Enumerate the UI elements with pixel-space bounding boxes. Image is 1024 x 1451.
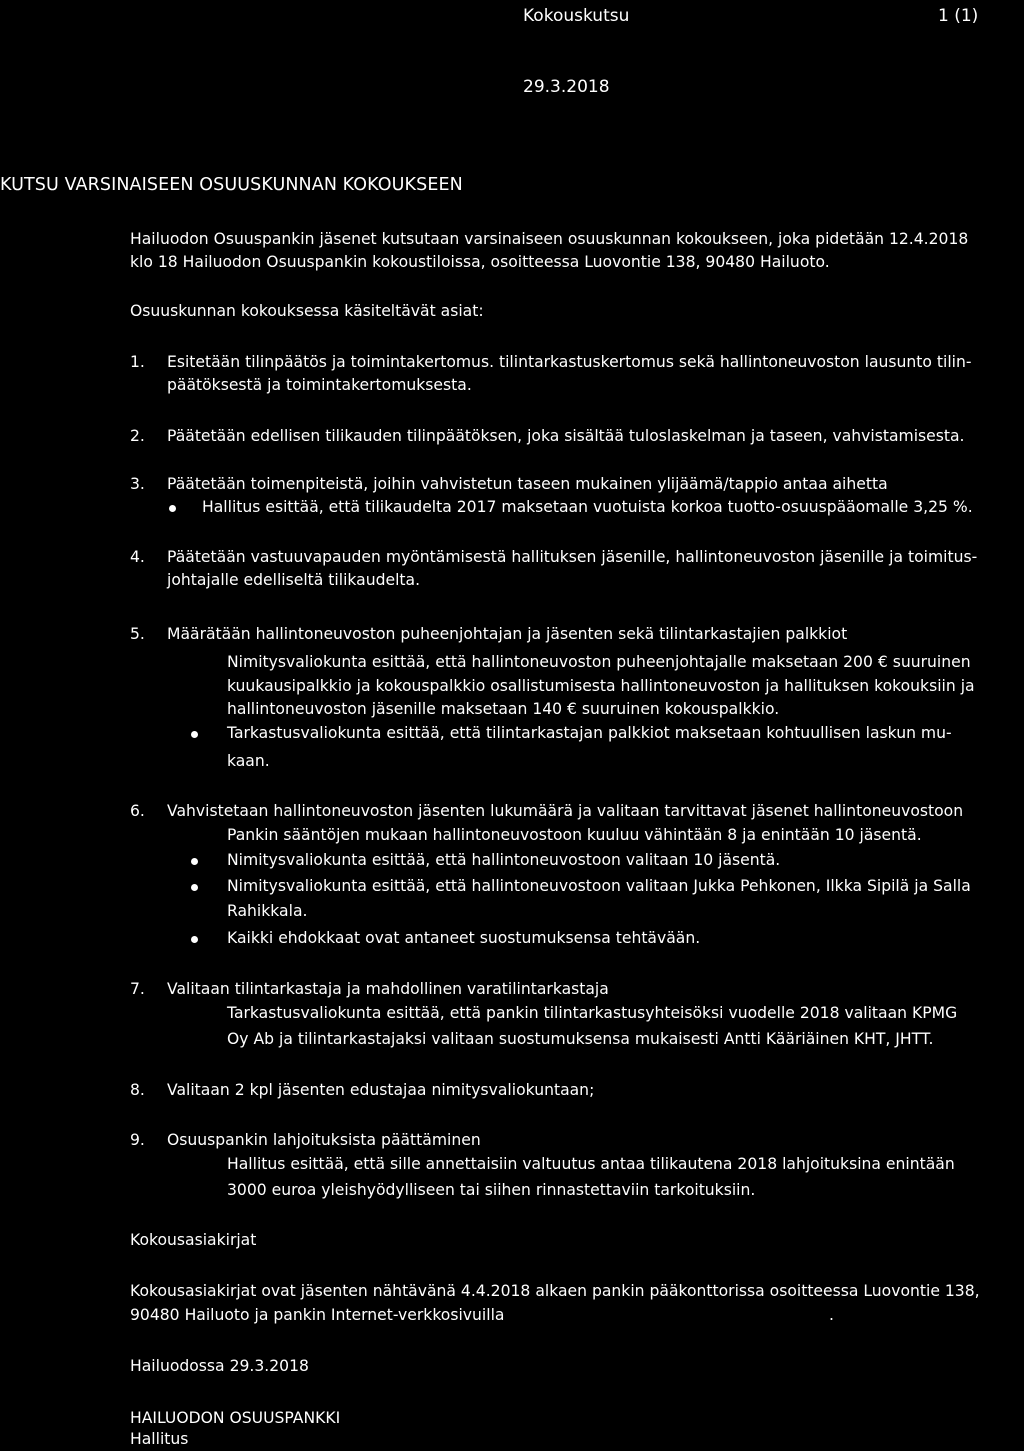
- item-number: 4.: [130, 548, 145, 566]
- signature-organization: HAILUODON OSUUSPANKKI: [130, 1409, 341, 1427]
- documents-text: 90480 Hailuoto ja pankin Internet-verkkosivuilla: [130, 1306, 505, 1324]
- bullet-point: [191, 858, 198, 865]
- item-text: Vahvistetaan hallintoneuvoston jäsenten lukumäärä ja valitaan tarvittavat jäsenet hallintoneuvostoon: [167, 802, 964, 820]
- item-number: 3.: [130, 475, 145, 493]
- documents-heading: Kokousasiakirjat: [130, 1231, 257, 1249]
- item-number: 8.: [130, 1081, 145, 1099]
- item-text: Päätetään edellisen tilikauden tilinpäätöksen, joka sisältää tuloslaskelman ja taseen, vahvistamisesta.: [167, 427, 965, 445]
- item-number: 9.: [130, 1131, 145, 1149]
- page-number: 1 (1): [938, 6, 979, 26]
- bullet-point: [191, 936, 198, 943]
- document-date: 29.3.2018: [523, 77, 610, 97]
- item-text: Määrätään hallintoneuvoston puheenjohtajan ja jäsenten sekä tilintarkastajien palkkiot: [167, 625, 848, 643]
- item-text: Valitaan tilintarkastaja ja mahdollinen varatilintarkastaja: [167, 980, 609, 998]
- item-number: 1.: [130, 353, 145, 371]
- document-type: Kokouskutsu: [523, 6, 630, 26]
- item-sub-text: Hallitus esittää, että sille annettaisiin valtuutus antaa tilikautena 2018 lahjoituksina enintään: [227, 1155, 955, 1173]
- item-bullet-text: Kaikki ehdokkaat ovat antaneet suostumuksensa tehtävään.: [227, 929, 701, 947]
- item-bullet-text: Nimitysvaliokunta esittää, että hallintoneuvostoon valitaan 10 jäsentä.: [227, 851, 781, 869]
- item-text: Päätetään toimenpiteistä, joihin vahvistetun taseen mukainen ylijäämä/tappio antaa aihetta: [167, 475, 888, 493]
- item-sub-text: Tarkastusvaliokunta esittää, että pankin tilintarkastusyhteisöksi vuodelle 2018 valitaan KPMG: [227, 1004, 958, 1022]
- item-text: johtajalle edelliseltä tilikaudelta.: [167, 571, 421, 589]
- item-sub-text: Pankin sääntöjen mukaan hallintoneuvostoon kuuluu vähintään 8 ja enintään 10 jäsentä.: [227, 826, 922, 844]
- item-bullet-text: Rahikkala.: [227, 902, 308, 920]
- item-number: 7.: [130, 980, 145, 998]
- item-number: 2.: [130, 427, 145, 445]
- item-text: Valitaan 2 kpl jäsenten edustajaa nimitysvaliokuntaan;: [167, 1081, 595, 1099]
- bullet-point: [169, 505, 176, 512]
- item-sub-text: Oy Ab ja tilintarkastajaksi valitaan suostumuksensa mukaisesti Antti Kääriäinen KHT, JHTT.: [227, 1030, 934, 1048]
- intro-line: klo 18 Hailuodon Osuuspankin kokoustiloissa, osoitteessa Luovontie 138, 90480 Hailuoto.: [130, 253, 830, 271]
- item-sub-text: 3000 euroa yleishyödylliseen tai siihen rinnastettaviin tarkoituksiin.: [227, 1181, 756, 1199]
- item-number: 6.: [130, 802, 145, 820]
- item-bullet-text: Nimitysvaliokunta esittää, että hallintoneuvostoon valitaan Jukka Pehkonen, Ilkka Sipilä ja Salla: [227, 877, 971, 895]
- item-sub-text: kuukausipalkkio ja kokouspalkkio osallistumisesta hallintoneuvoston ja hallituksen kokouksiin ja: [227, 677, 975, 695]
- item-text: Päätetään vastuuvapauden myöntämisestä hallituksen jäsenille, hallintoneuvoston jäsenille ja toimitus-: [167, 548, 978, 566]
- item-number: 5.: [130, 625, 145, 643]
- signature-body: Hallitus: [130, 1430, 189, 1448]
- bullet-point: [191, 731, 198, 738]
- item-text: Esitetään tilinpäätös ja toimintakertomus. tilintarkastuskertomus sekä hallintoneuvoston lausunto tilin-: [167, 353, 972, 371]
- item-bullet-text: kaan.: [227, 752, 270, 770]
- signature-place-date: Hailuodossa 29.3.2018: [130, 1357, 309, 1375]
- document-title: KUTSU VARSINAISEEN OSUUSKUNNAN KOKOUKSEEN: [0, 175, 463, 195]
- item-sub-text: hallintoneuvoston jäsenille maksetaan 140 € suuruinen kokouspalkkio.: [227, 700, 780, 718]
- item-bullet-text: Hallitus esittää, että tilikaudelta 2017 maksetaan vuotuista korkoa tuotto-osuuspääomalle 3,25 %.: [202, 498, 973, 516]
- documents-text-end: .: [829, 1306, 834, 1324]
- agenda-heading: Osuuskunnan kokouksessa käsiteltävät asiat:: [130, 302, 484, 320]
- item-text: päätöksestä ja toimintakertomuksesta.: [167, 376, 472, 394]
- bullet-point: [191, 884, 198, 891]
- intro-line: Hailuodon Osuuspankin jäsenet kutsutaan varsinaiseen osuuskunnan kokoukseen, joka pidetään 12.4.2018: [130, 230, 969, 248]
- item-text: Osuuspankin lahjoituksista päättäminen: [167, 1131, 481, 1149]
- item-bullet-text: Tarkastusvaliokunta esittää, että tilintarkastajan palkkiot maksetaan kohtuullisen laskun mu-: [227, 724, 952, 742]
- documents-text: Kokousasiakirjat ovat jäsenten nähtävänä 4.4.2018 alkaen pankin pääkonttorissa osoitteessa Luovontie 138,: [130, 1282, 980, 1300]
- item-sub-text: Nimitysvaliokunta esittää, että hallintoneuvoston puheenjohtajalle maksetaan 200 € suuruinen: [227, 653, 971, 671]
